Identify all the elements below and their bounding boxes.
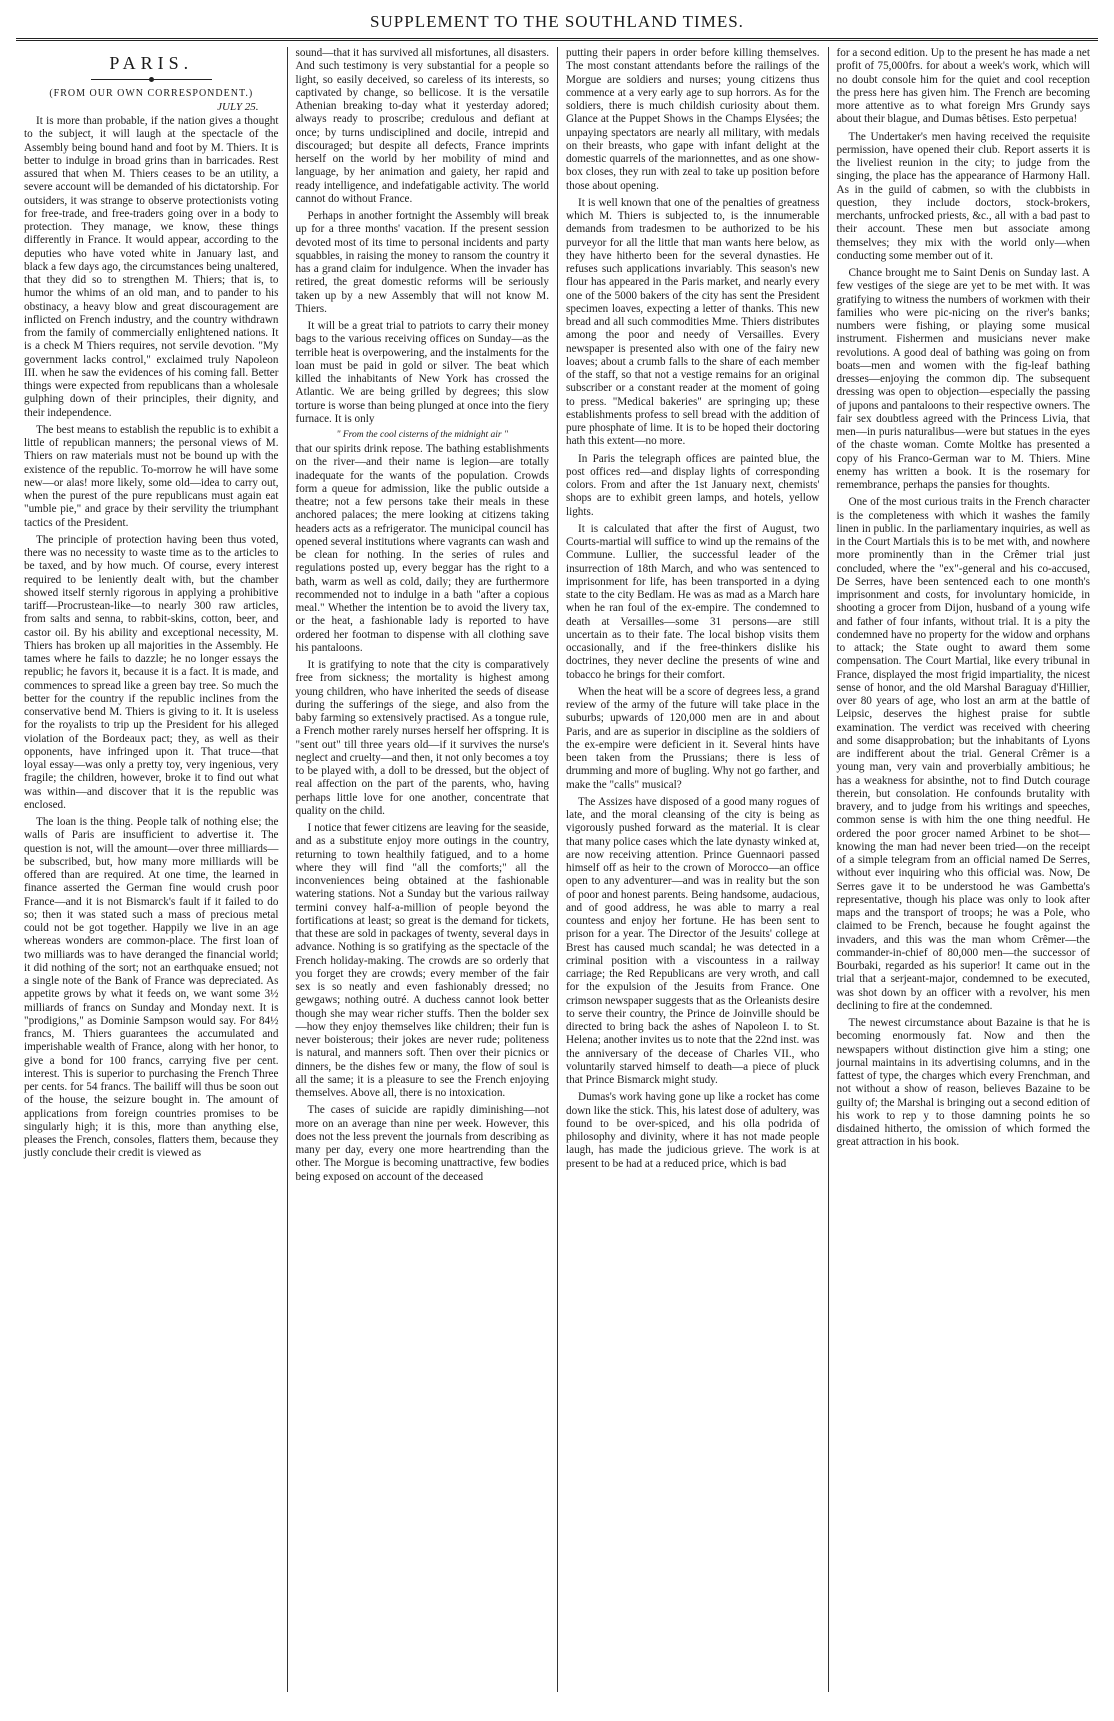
paragraph: When the heat will be a score of degrees less, a grand review of the army of the future will take place in the suburbs; upwards of 120,000 men are in and about Paris, and are as superior in discipline as the soldiers of the ex-empire were deficient in it. Several hints have been taken from the Prussians; there is less of drumming and more of bugling. Why not go farther, and make the "calls" musical? [566, 685, 820, 791]
paragraph: It is more than probable, if the nation gives a thought to the subject, it will laugh at the spectacle of the Assembly being bound hand and foot by M. Thiers. It is better to indulge in broad grins than in barricades. Rest assured that when M. Thiers ceases to be an utility, a severe account will be demanded of his dictatorship. For outsiders, it was strange to observe protectionists voting for free-trade, and free-traders going over in a body to protection. They manage, we know, these things differently in France. It would appear, according to the deputies who have voted white in January last, and black a few days ago, the circumstances being unaltered, that they did so to strengthen M. Thiers; that is, to humor the whims of an old man, and to pander to his obstinacy, a heavy blow and great discouragement are inflicted on French industry, and the country withdrawn from the family of commercially enlightened nations. It is a check M Thiers requires, not servile devotion. "My government lacks control," exclaimed truly Napoleon III. when he saw the evidences of his coming fall. Better things were expected from republicans than a wholesale gulphing down of their principles, their dignity, and their independence. [24, 115, 279, 419]
column-3 [557, 47, 828, 1692]
byline: (FROM OUR OWN CORRESPONDENT.) [49, 88, 254, 99]
paragraph: The best means to establish the republic is to exhibit a little of republican manners; the personal views of M. Thiers on raw materials must not be bound up with the existence of the republic. To-morrow he will have some new—or alas! more likely, some old—idea to carry out, when the purest of the pure republicans must again eat "umble pie," and grace by their servility the triumphant tactics of the President. [24, 423, 279, 529]
paragraph: that our spirits drink repose. The bathing establishments on the river—and their name is legion—are totally inadequate for the wants of the population. Crowds form a queue for admission, like the public outside a theatre; not a few persons take their meals in these anchored palaces; the mere looking at citizens taking headers acts as a refrigerator. The municipal council has opened several institutions where vagrants can wash and be clean for nothing. In the series of rules and regulations posted up, every beggar has the right to a bath, warm as well as cold, daily; they are furthermore recommended not to indulge in a bath "after a copious meal." Whether the intention be to avoid the livery tax, or the heat, a fashionable lady is reported to have ordered her footman to dispense with all clothing save his pantaloons. [295, 443, 549, 654]
columns [16, 47, 1098, 1692]
paragraph: One of the most curious traits in the French character is the completeness with which it washes the family linen in public. In the parliamentary inquiries, as well as in the Court Martials this is to be met with, and nowhere more prominently than in the Crêmer trial just concluded, where the "ex"-general and his co-accused, De Serres, have been sentenced each to one month's imprisonment and costs, for involuntary homicide, in shooting a grocer from Dijon, husband of a young wife and father of four infants, without trial. It is a pity the condemned have no property for the widow and orphans to attack; the State ought to award them some compensation. The Court Martial, like every tribunal in France, displayed the most frigid impartiality, the nicest sense of honor, and the old Marshal Baraguay d'Hillier, over 80 years of age, who lost an arm at the battle of Leipsic, deserves the highest praise for subtle examination. The verdict was received with cheering and some disapprobation; but the inhabitants of Lyons are indifferent about the trial. General Crêmer is a young man, very vain and proverbially ambitious; he has a weakness for absinthe, not to find Dutch courage therein, but consolation. He confounds brutality with bravery, and to judge from his writings and speeches, common sense is with him the one thing needful. He ordered the poor grocer named Arbinet to be shot—knowing the man had never been tried—on the receipt of a simple telegram from an official named De Serres, without ever inquiring who this official was. Now, De Serres gave it to be understood he was Gambetta's representative, though his place was only to look after maps and the transport of troops; he was a Pole, who claimed to be French, because he fought against the invaders, and this was the man whom Crêmer—the commander-in-chief of 80,000 men—the successor of Bourbaki, regarded as his superior! It came out in the trial that a serjeant-major, condemned to be executed, was shot down by an officer with a revolver, his men declining to fire at the condemned. [836, 496, 1090, 1012]
title-ornament [24, 76, 279, 82]
paragraph: sound—that it has survived all misfortunes, all disasters. And such testimony is very substantial for a people so light, so easily deceived, so careless of its interests, so captivated by change, so bellicose. It is the versatile Athenian breaking to-day what it yesterday adored; always ready to proscribe; credulous and defiant at once; by turns undisciplined and docile, intrepid and discouraged; but despite all defects, France imprints herself on the world by her mobility of mind and language, by her animation and gaiety, her rapid and ready intelligence, and indefatigable activity. The world cannot do without France. [295, 47, 549, 205]
paragraph: for a second edition. Up to the present he has made a net profit of 75,000frs. for about a week's work, which will no doubt console him for the quiet and cool reception the press here has given him. The French are becoming more attentive as to what foreign Mrs Grundy says about their blague, and Dumas bêtises. Esto perpetua! [836, 47, 1090, 126]
paragraph: It is well known that one of the penalties of greatness which M. Thiers is subjected to, is the innumerable demands from tradesmen to be authorized to be his purveyor for all the little that man wants here below, as they have hitherto been for the several dynasties. He refuses such applications invariably. This season's new flour has appeared in the Paris market, and nearly every one of the 5000 bakers of the city has sent the President specimen loaves, expecting a letter of thanks. This new bread and all such commodities Mme. Thiers distributes among the poor and needy of Versailles. Every newspaper is presented also with one of the fairy new loaves; about a crumb falls to the share of each member of the staff, so that not a vestige remains for an original subscriber or a constant reader at the moment of going to press. "Medical bakeries" are springing up; these establishments profess to sell bread with the addition of pure phosphate of lime. It is to be hoped their doctoring hath this extent—no more. [566, 196, 820, 448]
paragraph: In Paris the telegraph offices are painted blue, the post offices red—and display lights of corresponding colors. From and after the 1st January next, chemists' shops are to exhibit green lamps, and hotels, yellow lights. [566, 452, 820, 518]
paragraph: The cases of suicide are rapidly diminishing—not more on an average than nine per week. However, this does not the less prevent the journals from describing as many per day, every one more heartrending than the other. The Morgue is becoming unattractive, few bodies being exposed on account of the deceased [295, 1104, 549, 1183]
column-2 [287, 47, 558, 1692]
masthead: SUPPLEMENT TO THE SOUTHLAND TIMES. [370, 12, 744, 31]
paragraph: The principle of protection having been thus voted, there was no necessity to waste time as to the articles to be taxed, and by how much. Of course, every interest required to be leniently dealt with, but the chamber showed itself sternly rigorous in applying a prohibitive tariff—Procrustean-like—to nearly 300 raw articles, from salts and senna, to rabbit-skins, cotton, beer, and castor oil. By his ability and exceptional necessity, M. Thiers has broken up all majorities in the Assembly. He tames where he fails to dazzle; he no longer essays the republic; he favors it, because it is a fact. It is made, and commences to spread like a green bay tree. So much the better for the country if the republic inclines from the conservative bend M. Thiers is giving to it. It is useless for the royalists to trip up the President for his alleged violation of the Bordeaux pact; they, as well as their opponents, have infringed upon it. That truce—that loyal essay—was only a pretty toy, very ingenious, very fragile; the children, however, broke it to find out what was within—and discover that it is the republic was enclosed. [24, 533, 279, 811]
paragraph: It is calculated that after the first of August, two Courts-martial will suffice to wind up the remains of the Commune. Lullier, the successful leader of the insurrection of 18th March, and who was sentenced to imprisonment for life, has been transported in a dying state to the city Bedlam. He was as mad as a March hare when he ran foul of the ex-empire. The condemned to death at Versailles—some 31 persons—are still uncertain as to their fate. The local bishop visits them occasionally, and if the free-thinkers dislike his doctrines, they never decline the presents of wine and tobacco he brings for their comfort. [566, 522, 820, 681]
column-4 [828, 47, 1099, 1692]
article-title: PARIS. [109, 53, 194, 73]
paragraph: The Assizes have disposed of a good many rogues of late, and the moral cleansing of the city is being as vigorously pushed forward as the material. It is clear that many police cases which the late dynasty winked at, are now receiving attention. Prince Guennaori passed himself off as heir to the crown of Morocco—an office open to any adventurer—and was in reality but the son of poor and honest parents. Being handsome, audacious, and of good address, he was able to marry a real countess and enjoy her fortune. He has been sent to prison for a year. The Director of the Jesuits' college at Brest has caused much scandal; he was detected in a criminal position with a viscountess in a railway carriage; the Red Republicans are very wroth, and call for the expulsion of the Jesuits from France. One crimson newspaper suggests that as the Orleanists desire to serve their country, the Prince de Joinville should be directed to bring back the ashes of Napoleon I. to St. Helena; another invites us to note that the 22nd inst. was the anniversary of the decease of Charles VII., who voluntarily starved himself to death—a piece of pluck that Prince Bismarck might study. [566, 795, 820, 1086]
paragraph: The Undertaker's men having received the requisite permission, have opened their club. Report asserts it is the liveliest reunion in the city; to judge from the singing, the place has the appearance of Harmony Hall. As in the guild of cabmen, so with the clubbists in question, they include doctors, stock-brokers, merchants, unfrocked priests, &c., all with a bad past to their account. These men but associate among themselves; they mix with the world only—when conducting some member out of it. [836, 130, 1090, 262]
paragraph: The loan is the thing. People talk of nothing else; the walls of Paris are insufficient to advertise it. The question is not, will the amount—over three milliards—be subscribed, but, how many more milliards will be offered than are required. At one time, the learned in finance asserted the German fine would crush poor France—and it is not Bismarck's fault if it failed to do so; then it was stated such a mass of precious metal could not be got together. Happily we live in an age whereas wonders are common-place. The first loan of two milliards was to have deranged the financial world; it did nothing of the sort; not an earthquake ensued; not a single note of the Bank of France was depreciated. As appetite grows by what it feeds on, we want some 3½ milliards of francs on Sunday and Monday next. It is "prodigions," as Dominie Sampson would say. For 84½ francs, M. Thiers guarantees the accumulated and imperishable wealth of France, along with her honor, to give a bond for 100 francs, carrying five per cent. interest. This is superior to purchasing the French Three per cents. for 54 francs. The bailiff will thus be soon out of the house, the seizure bought in. The amount of applications from foreign countries promises to be singularly high; it is this, more than anything else, pleases the French, consoles, flatters them, because they justly conclude their credit is viewed as [24, 816, 279, 1160]
paragraph: putting their papers in order before killing themselves. The most constant attendants before the railings of the Morgue are soldiers and nurses; young citizens thus commence at a very early age to sup horrors. As for the soldiers, there is much childish curiosity about them. Glance at the Puppet Shows in the Champs Elysées; the unpaying spectators are nearly all military, with medals on their breasts, who gape with infant delight at the domestic quarrels of the marionnettes, and as one show-box closes, they run with zeal to take up position before those about opening. [566, 47, 820, 192]
column-1 [16, 47, 287, 1692]
masthead-rule [16, 38, 1098, 41]
paragraph: It is gratifying to note that the city is comparatively free from sickness; the mortality is highest among young children, who have inherited the seeds of disease during the sufferings of the siege, and also from the baby farming so extensively practised. As a tongue rule, a French mother rarely nurses herself her offspring. It is "sent out" till three years old—if it survives the nurse's neglect and cruelty—and then, it not only becomes a toy to be played with, a doll to be dressed, but the object of real affection on the part of the parents, who, having perhaps little love for one another, concentrate that quality on the child. [295, 659, 549, 817]
paragraph: Perhaps in another fortnight the Assembly will break up for a three months' vacation. If the present session devoted most of its time to personal incidents and party squabbles, in raising the money to ransom the country it has a grand claim for indulgence. When the invader has retired, the great domestic reforms will be seriously taken up by a new Assembly that will not know M. Thiers. [295, 210, 549, 315]
poem-quote: " From the cool cisterns of the midnight air " [336, 430, 508, 440]
paragraph: It will be a great trial to patriots to carry their money bags to the various receiving offices on Sunday—as the terrible heat is overpowering, and the instalments for the loan must be paid in gold or silver. The beat which killed the inhabitants of New York has crossed the Atlantic. We are being grilled by degrees; this slow torture is worse than being plunged at once into the fiery furnace. It is only [295, 320, 550, 425]
paragraph: Chance brought me to Saint Denis on Sunday last. A few vestiges of the siege are yet to be met with. It was gratifying to witness the numbers of workmen with their families who were pic-nicing on the river's banks; numbers were fishing, or playing some musical instrument. Fishermen and musicians never make revolutions. A good deal of bathing was going on from boats—men and women with the fig-leaf bathing dresses—enjoying the common dip. The subsequent dressing was open to objection—especially the passing of jupons and pantaloons to their respective owners. The fair sex doubtless agreed with the Princess Livia, that men—in puris naturalibus—were but statues in the eyes of the chaste woman. Comte Moltke has presented a copy of his Franco-German war to M. Thiers. Mine enemy has written a book. It is the rosemary for remembrance, perhaps the pansies for thoughts. [836, 267, 1090, 491]
dateline: JULY 25. [217, 101, 259, 113]
paragraph: Dumas's work having gone up like a rocket has come down like the stick. This, his latest dose of adultery, was found to be over-spiced, and his olla podrida of philosophy and divinity, where it has not made people laugh, has made the judicious grieve. The work is at present to be had at a reduced price, which is bad [566, 1091, 820, 1170]
paragraph: The newest circumstance about Bazaine is that he is becoming enormously fat. Now and then the newspapers without distinction give him a sting; one journal maintains in its advertising columns, and in the fattest of type, the charges which every Frenchman, and not without a show of reason, believes Bazaine to be guilty of; the Marshal is bringing out a second edition of his work to rep y to those damning points he so disdained hitherto, the omission of which formed the great attraction in his book. [836, 1017, 1090, 1149]
paragraph: I notice that fewer citizens are leaving for the seaside, and as a substitute enjoy more outings in the country, returning to town healthily fatigued, and to a home where they will find "all the comforts;" all the inconveniences being obtained at the fashionable watering stations. Not a Sunday but the various railway termini convey half-a-million of people beyond the fortifications at least; so great is the demand for tickets, that these are sold in packages of twenty, several days in advance. Nothing is so gratifying as the spectacle of the French holiday-making. The crowds are so orderly that you forget they are crowds; every member of the fair sex is so neatly and even fashionably dressed; no gewgaws; nothing outré. A duchess cannot look better though she may wear richer stuffs. Then the bolder sex—how they enjoy themselves like children; their fun is never boisterous; their jokes are never rude; politeness is natural, and manners soft. Then over their picnics or dinners, be the dishes few or many, the flow of soul is all the same; it is a pleasure to see the French enjoying themselves. Above all, there is no intoxication. [295, 822, 549, 1099]
